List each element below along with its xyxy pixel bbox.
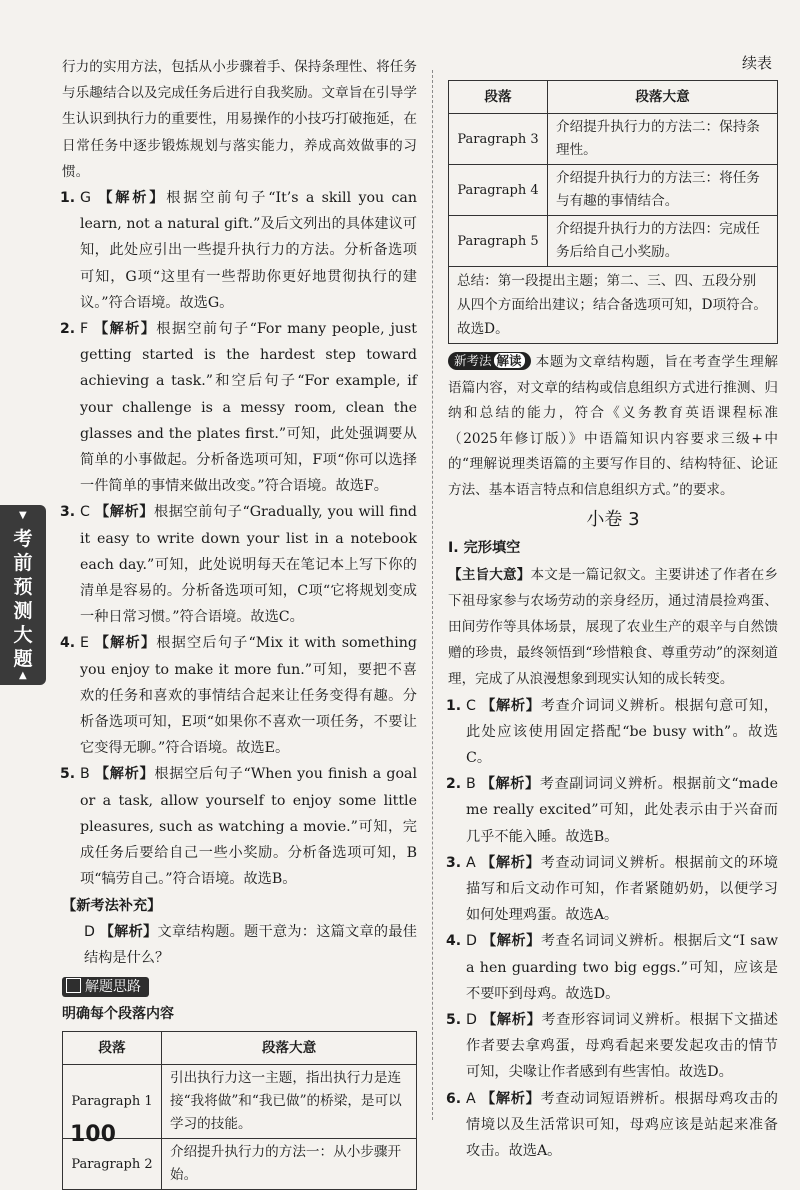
answer-item-1: 1. C 【解析】考查介词词义辨析。根据句意可知，此处应该使用固定搭配“be busy with”。故选C。	[446, 697, 778, 767]
answer-item-2: 2. B 【解析】考查副词词义辨析。根据前文“made me really excited”可知，此处表示由于兴奋而几乎不能入睡。故选B。	[446, 776, 778, 845]
side-tab	[0, 505, 46, 685]
table-row: Paragraph 1 引出执行力这一主题，指出执行力是连接“我将做”和“我已做”的桥梁，是可以学习的技能。	[63, 1065, 417, 1139]
answer-item-2: 2. F 【解析】根据空前句子“For many people, just getting started is the hardest step toward achieving a task.”和空后句子“For example, if your challenge is a messy room, clean the glasses and the plates first.”可知，此处强调要从简单的小事做起。分析备选项可知，F项“你可以选择一件简单的事情来做出改变。”符合语境。故选F。	[60, 321, 417, 495]
table-header-paragraph: 段落	[449, 81, 548, 114]
paragraph-table-part2	[448, 80, 778, 344]
answer-item-4: 4. E 【解析】根据空后句子“Mix it with something you enjoy to make it more fun.”可知，要把不喜欢的任务和喜欢的事情结合起来让任务变得有趣。分析备选项可知，E项“如果你不喜欢一项任务，不要让它变得无聊。”符合语境。故选E。	[60, 635, 418, 757]
table-header-mainidea: 段落大意	[548, 81, 778, 114]
paragraph-table-part1	[62, 1031, 417, 1190]
section-title: 小卷 3	[586, 509, 640, 531]
left-column	[62, 54, 417, 1190]
table-subheading: 明确每个段落内容	[62, 1006, 174, 1023]
right-column	[448, 54, 778, 1164]
table-header-mainidea: 段落大意	[162, 1032, 417, 1065]
table-header-row	[449, 81, 778, 114]
table-summary-row: 总结：第一段提出主题；第二、三、四、五段分别从四个方面给出建议；结合备选项可知，D项符合。故选D。	[449, 267, 778, 344]
table-row: Paragraph 2 介绍提升执行力的方法一：从小步骤开始。	[63, 1139, 417, 1190]
table-row: Paragraph 4 介绍提升执行力的方法三：将任务与有趣的事情结合。	[449, 165, 778, 216]
arrow-up-icon: ▲	[19, 670, 27, 681]
table-row: Paragraph 3 介绍提升执行力的方法二：保持条理性。	[449, 114, 778, 165]
thinking-label: 解题思路	[62, 977, 149, 997]
answer-item-3: 3. C 【解析】根据空前句子“Gradually, you will find it easy to write down your list in a notebook each day.”可知，此处说明每天在笔记本上写下你的清单是容易的。分析备选项可知，C项“它将规划变成一种日常习惯。”符合语境。故选C。	[60, 504, 417, 626]
answer-item-5: 5. B 【解析】根据空后句子“When you finish a goal or a task, allow yourself to enjoy some little pleasures, such as watching a movie.”可知，完成任务后要给自己一些小奖励。分析备选项可知，B项“犒劳自己。”符合语境。故选B。	[60, 766, 417, 888]
answer-item-6: 6. A 【解析】考查动词短语辨析。根据母鸡攻击的情境以及生活常识可知，母鸡应该是站起来准备攻击。故选A。	[446, 1090, 778, 1160]
table-header-paragraph: 段落	[63, 1032, 162, 1065]
arrow-down-icon: ▼	[19, 510, 27, 521]
answer-item-4: 4. D 【解析】考查名词词义辨析。根据后文“I saw a hen guarding two big eggs.”可知，应该是不要吓到母鸡。故选D。	[446, 933, 778, 1002]
interpretation: 新考法 解读 本题为文章结构题，旨在考查学生理解语篇内容，对文章的结构或信息组织方式进行推测、归纳和总结的能力，符合《义务教育英语课程标准（2025年修订版）》中语篇知识内容要求三级+中的“理解说理类语篇的主要写作目的、结构特征、论证方法、基本语言特点和信息组织方式。”的要求。	[448, 353, 778, 498]
answer-item-3: 3. A 【解析】考查动词词义辨析。根据前文的环境描写和后文动作可知，作者紧随奶奶，以便学习如何处理鸡蛋。故选A。	[446, 854, 778, 924]
answer-item-5: 5. D 【解析】考查形容词词义辨析。根据下文描述作者要去拿鸡蛋，母鸡看起来要发起攻击的情节可知，尖喙让作者感到有些害怕。故选D。	[446, 1012, 778, 1081]
answer-item-1: 1. G 【解析】根据空前句子“It’s a skill you can learn, not a natural gift.”及后文列出的具体建议可知，此处应引出一些提升执行力的方法。分析备选项可知，G项“这里有一些帮助你更好地贯彻执行的建议。”符合语境。故选G。	[60, 190, 417, 311]
column-divider	[432, 70, 433, 1120]
main-idea: 【主旨大意】本文是一篇记叙文。主要讲述了作者在乡下祖母家参与农场劳动的亲身经历，通过清晨捡鸡蛋、田间劳作等具体场景，展现了农业生产的艰辛与自然馈赠的珍贵，最终领悟到“珍惜粮食、尊重劳动”的深刻道理，完成了从浪漫想象到现实认知的成长转变。	[448, 566, 779, 688]
part-title: Ⅰ. 完形填空	[448, 540, 521, 557]
supplement-title: 【新考法补充】	[62, 897, 162, 914]
table-header-row	[63, 1032, 417, 1065]
passage-summary: 行力的实用方法，包括从小步骤着手、保持条理性、将任务与乐趣结合以及完成任务后进行自我奖励。文章旨在引导学生认识到执行力的重要性，用易操作的小技巧打破拖延，在日常任务中逐步锻炼规划与落实能力，养成高效做事的习惯。	[62, 59, 417, 180]
table-row: Paragraph 5 介绍提升执行力的方法四：完成任务后给自己小奖励。	[449, 216, 778, 267]
pencil-icon	[66, 978, 81, 993]
side-tab-text: 考 前 预 测 大 题	[13, 528, 33, 670]
new-method-badge: 新考法 解读	[448, 352, 531, 370]
page-number: 100	[70, 1122, 116, 1147]
supplement-body: D 【解析】文章结构题。题干意为：这篇文章的最佳结构是什么？	[84, 923, 417, 966]
continued-label: 续表	[741, 54, 772, 72]
